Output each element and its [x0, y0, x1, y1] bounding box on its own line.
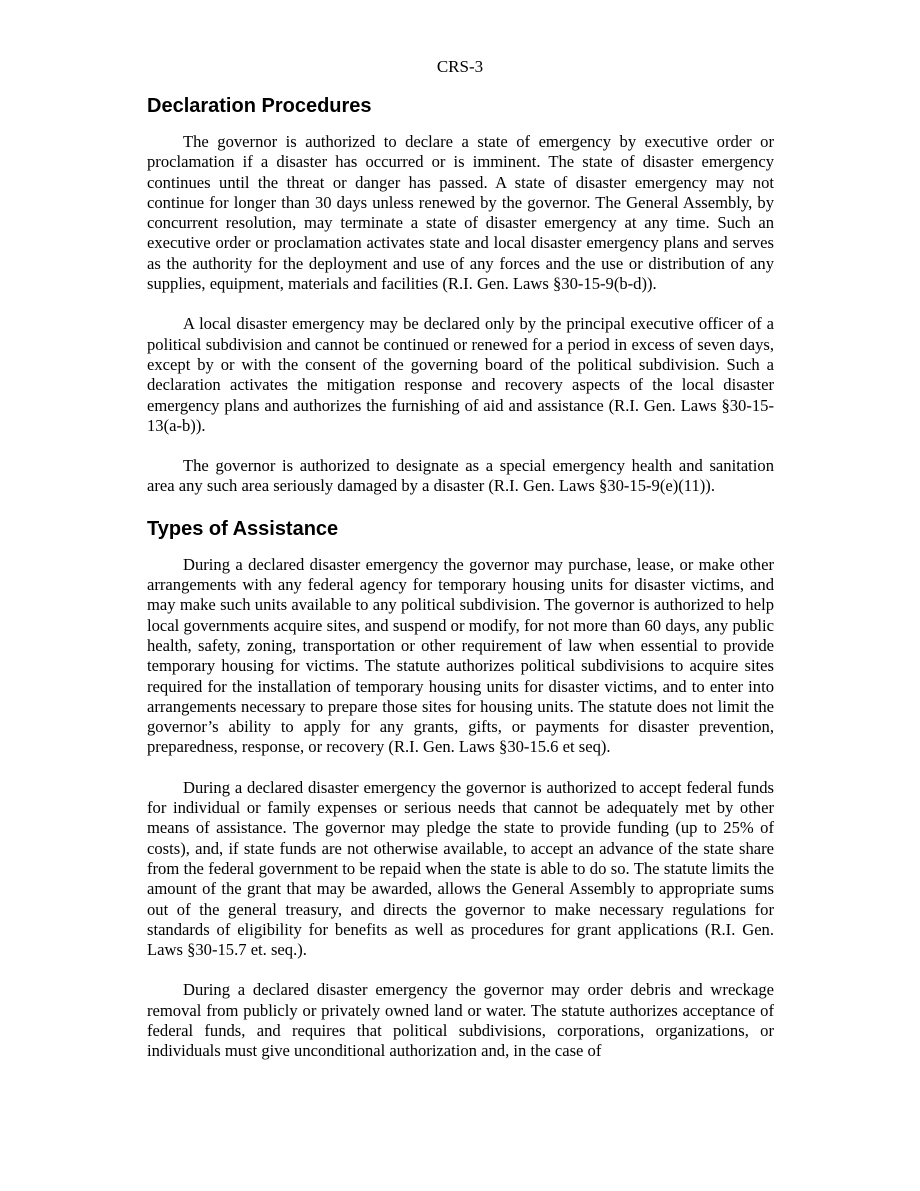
paragraph: During a declared disaster emergency the governor may purchase, lease, or make other arrangements with any federal agency for temporary housing units for disaster victims, and may make such units available to any political subdivision. The governor is authorized to help local governments acquire sites, and suspend or modify, for not more than 60 days, any public health, safety, zoning, transportation or other requirement of law when essential to provide temporary housing for victims. The statute authorizes political subdivisions to acquire sites required for the installation of temporary housing units for disaster victims, and to enter into arrangements necessary to prepare those sites for housing units. The statute does not limit the governor’s ability to apply for any grants, gifts, or payments for disaster prevention, preparedness, response, or recovery (R.I. Gen. Laws §30-15.6 et seq).	[147, 554, 774, 757]
section-declaration-procedures	[147, 94, 774, 497]
paragraph: A local disaster emergency may be declared only by the principal executive officer of a political subdivision and cannot be continued or renewed for a period in excess of seven days, except by or with the consent of the governing board of the political subdivision. Such a declaration activates the mitigation response and recovery aspects of the local disaster emergency plans and authorizes the furnishing of aid and assistance (R.I. Gen. Laws §30-15-13(a-b)).	[147, 314, 774, 435]
section-heading: Types of Assistance	[147, 517, 339, 540]
page-number: CRS-3	[436, 57, 484, 76]
page-content	[147, 94, 774, 1082]
section-types-of-assistance	[147, 517, 774, 1062]
paragraph: During a declared disaster emergency the governor is authorized to accept federal funds for individual or family expenses or serious needs that cannot be adequately met by other means of assistance. The governor may pledge the state to provide funding (up to 25% of costs), and, if state funds are not otherwise available, to accept an advance of the state share from the federal government to be repaid when the state is able to do so. The statute limits the amount of the grant that may be awarded, allows the General Assembly to appropriate sums out of the general treasury, and directs the governor to make necessary regulations for standards of eligibility for benefits as well as procedures for grant applications (R.I. Gen. Laws §30-15.7 et. seq.).	[147, 777, 774, 960]
paragraph: The governor is authorized to designate as a special emergency health and sanitation area any such area seriously damaged by a disaster (R.I. Gen. Laws §30-15-9(e)(11)).	[147, 456, 774, 496]
paragraph: During a declared disaster emergency the governor may order debris and wreckage removal from publicly or privately owned land or water. The statute authorizes acceptance of federal funds, and requires that political subdivisions, corporations, organizations, or individuals must give unconditional authorization and, in the case of	[147, 980, 774, 1061]
section-heading: Declaration Procedures	[147, 95, 372, 117]
paragraph: The governor is authorized to declare a state of emergency by executive order or proclamation if a disaster has occurred or is imminent. The state of disaster emergency continues until the threat or danger has passed. A state of disaster emergency may not continue for longer than 30 days unless renewed by the governor. The General Assembly, by concurrent resolution, may terminate a state of disaster emergency at any time. Such an executive order or proclamation activates state and local disaster emergency plans and serves as the authority for the deployment and use of any forces and the use or distribution of any supplies, equipment, materials and facilities (R.I. Gen. Laws §30-15-9(b-d)).	[147, 132, 774, 294]
